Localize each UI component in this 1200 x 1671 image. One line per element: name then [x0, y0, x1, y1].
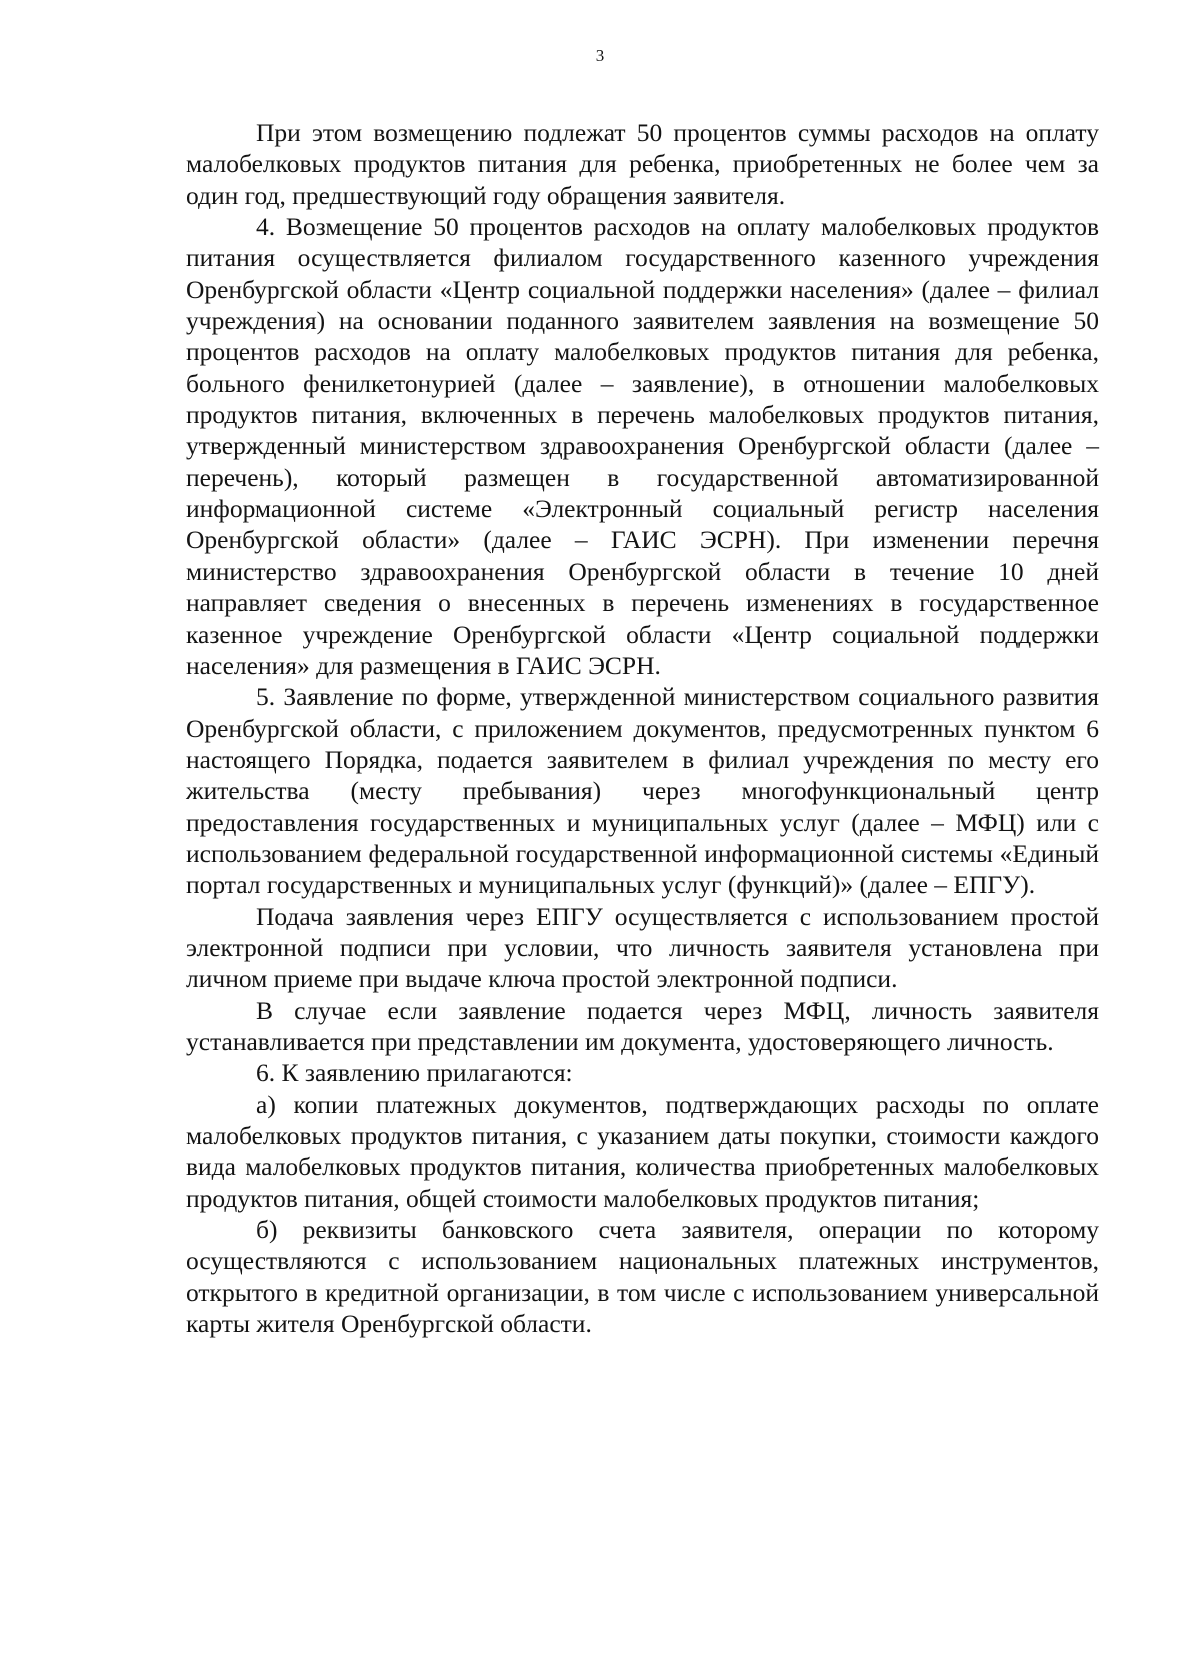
paragraph-item-6: 6. К заявлению прилагаются: — [256, 1058, 573, 1088]
paragraph-mfc-submission: В случае если заявление подается через МФЦ, личность заявителя устанавливается при представлении им документа, удостоверяющего личность. — [186, 995, 1099, 1056]
paragraph-item-4: 4. Возмещение 50 процентов расходов на оплату малобелковых продуктов питания осуществляется филиалом государственного казенного учреждения Оренбургской области «Центр социальной поддержки населения» (далее – филиал учреждения) на основании поданного заявителем заявления на возмещение 50 процентов расходов на оплату малобелковых продуктов питания для ребенка, больного фенилкетонурией (далее – заявление), в отношении малобелковых продуктов питания, включенных в перечень малобелковых продуктов питания, утвержденный министерством здравоохранения Оренбургской области (далее – перечень), который размещен в государственной автоматизированной информационной системе «Электронный социальный регистр населения Оренбургской области» (далее – ГАИС ЭСРН). При изменении перечня министерство здравоохранения Оренбургской области в течение 10 дней направляет сведения о внесенных в перечень изменениях в государственное казенное учреждение Оренбургской области «Центр социальной поддержки населения» для размещения в ГАИС ЭСРН. — [186, 212, 1099, 680]
page-number: 3 — [595, 46, 605, 65]
paragraph-item-6a: а) копии платежных документов, подтверждающих расходы по оплате малобелковых продуктов питания, с указанием даты покупки, стоимости каждого вида малобелковых продуктов питания, количества приобретенных малобелковых продуктов питания, общей стоимости малобелковых продуктов питания; — [186, 1089, 1099, 1213]
paragraph-epgu-submission: Подача заявления через ЕПГУ осуществляется с использованием простой электронной подписи при условии, что личность заявителя установлена при личном приеме при выдаче ключа простой электронной подписи. — [186, 901, 1099, 994]
paragraph-reimbursement-share: При этом возмещению подлежат 50 процентов суммы расходов на оплату малобелковых продуктов питания для ребенка, приобретенных не более чем за один год, предшествующий году обращения заявителя. — [186, 118, 1099, 210]
document-body — [186, 117, 1099, 1339]
paragraph-item-5: 5. Заявление по форме, утвержденной министерством социального развития Оренбургской области, с приложением документов, предусмотренных пунктом 6 настоящего Порядка, подается заявителем в филиал учреждения по месту его жительства (месту пребывания) через многофункциональный центр предоставления государственных и муниципальных услуг (далее – МФЦ) или с использованием федеральной государственной информационной системы «Единый портал государственных и муниципальных услуг (функций)» (далее – ЕПГУ). — [186, 682, 1099, 900]
paragraph-item-6b: б) реквизиты банковского счета заявителя, операции по которому осуществляются с использованием национальных платежных инструментов, открытого в кредитной организации, в том числе с использованием универсальной карты жителя Оренбургской области. — [186, 1215, 1099, 1339]
